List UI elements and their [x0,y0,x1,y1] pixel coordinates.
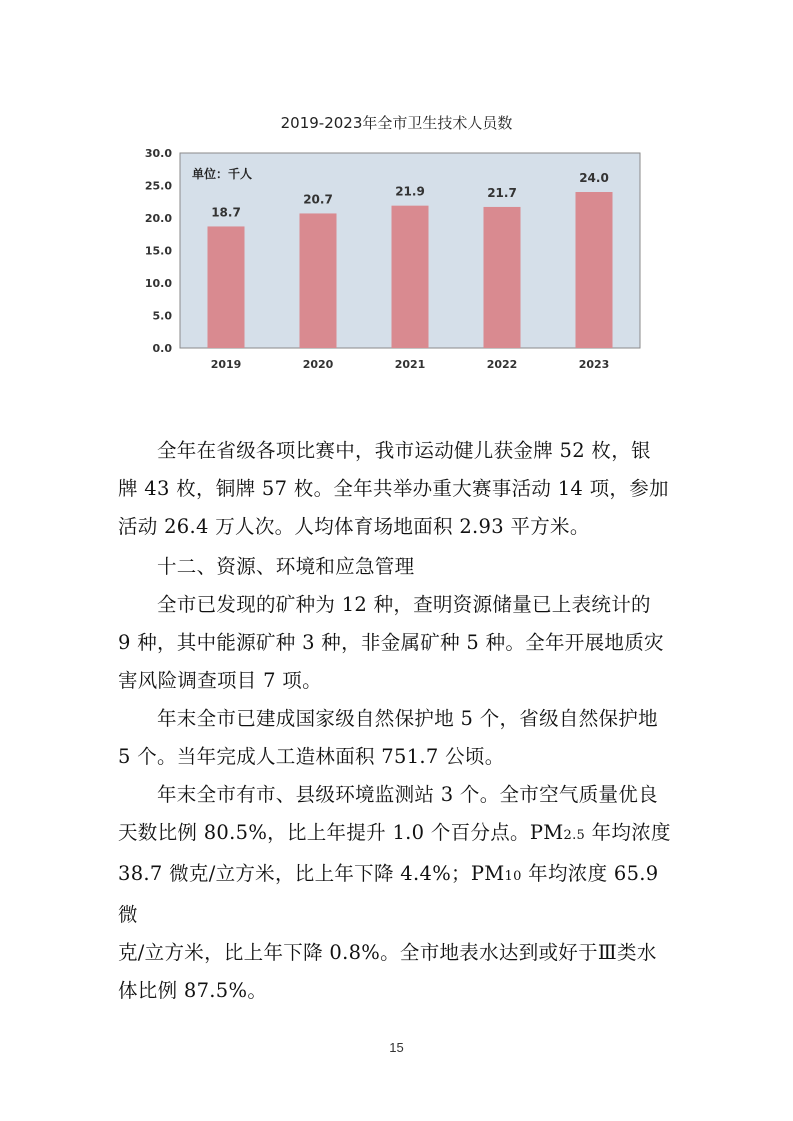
paragraph-line: 全市已发现的矿种为 12 种，查明资源储量已上表统计的 [157,593,651,616]
x-tick-label: 2020 [302,358,334,371]
x-tick-label: 2021 [394,358,426,371]
data-label: 18.7 [211,205,241,220]
bar [300,213,337,348]
y-tick-label: 0.0 [152,342,172,355]
bar-chart [140,140,660,375]
paragraph-line: 克/立方米，比上年下降 0.8%。全市地表水达到或好于Ⅲ类水 [118,941,657,964]
body-text [118,432,678,1010]
page-number: 15 [389,1040,404,1055]
text-span: 38.7 微克/立方米，比上年下降 4.4%；PM [118,862,505,885]
section-heading: 十二、资源、环境和应急管理 [157,555,415,578]
text-span: 年均浓度 [585,821,671,844]
text-span: 天数比例 80.5%，比上年提升 1.0 个百分点。PM [118,821,564,844]
paragraph-line: 年末全市已建成国家级自然保护地 5 个，省级自然保护地 [157,707,658,730]
reserve-paragraph [118,700,678,776]
paragraph-line: 年末全市有市、县级环境监测站 3 个。全市空气质量优良 [157,783,658,806]
bar [392,206,429,348]
paragraph-line [118,814,678,855]
y-tick-label: 10.0 [144,277,172,290]
bar [208,226,245,348]
x-tick-label: 2023 [578,358,610,371]
data-label: 20.7 [303,192,333,207]
bar [484,207,521,348]
y-tick-label: 30.0 [144,147,172,160]
y-tick-label: 20.0 [144,212,172,225]
paragraph-line [118,855,678,934]
paragraph-line: 害风险调查项目 7 项。 [118,669,322,692]
data-label: 21.7 [487,185,517,200]
x-tick-label: 2019 [210,358,242,371]
data-label: 21.9 [395,184,425,199]
x-tick-label: 2022 [486,358,518,371]
chart-title: 2019-2023年全市卫生技术人员数 [280,114,513,132]
bar-chart-svg [140,140,660,375]
paragraph-line: 全年在省级各项比赛中，我市运动健儿获金牌 52 枚，银 [157,439,651,462]
paragraph-line: 活动 26.4 万人次。人均体育场地面积 2.93 平方米。 [118,515,590,538]
pm25-subscript: 2.5 [563,828,586,843]
y-tick-label: 15.0 [144,244,172,258]
paragraph-line: 体比例 87.5%。 [118,979,268,1002]
mineral-paragraph [118,586,678,700]
y-tick-label: 5.0 [152,309,172,323]
data-label: 24.0 [579,171,609,185]
pm10-subscript: 10 [504,869,522,884]
text-span: 年均浓度 65.9 微 [118,862,659,926]
bar [576,192,613,348]
sports-paragraph [118,432,678,546]
paragraph-line: 牌 43 枚，铜牌 57 枚。全年共举办重大赛事活动 14 项，参加 [118,477,669,500]
environment-paragraph [118,776,678,1010]
unit-label: 单位：千人 [192,167,253,181]
y-tick-label: 25.0 [144,179,172,193]
paragraph-line: 9 种，其中能源矿种 3 种，非金属矿种 5 种。全年开展地质灾 [118,631,664,654]
paragraph-line: 5 个。当年完成人工造林面积 751.7 公顷。 [118,745,505,768]
